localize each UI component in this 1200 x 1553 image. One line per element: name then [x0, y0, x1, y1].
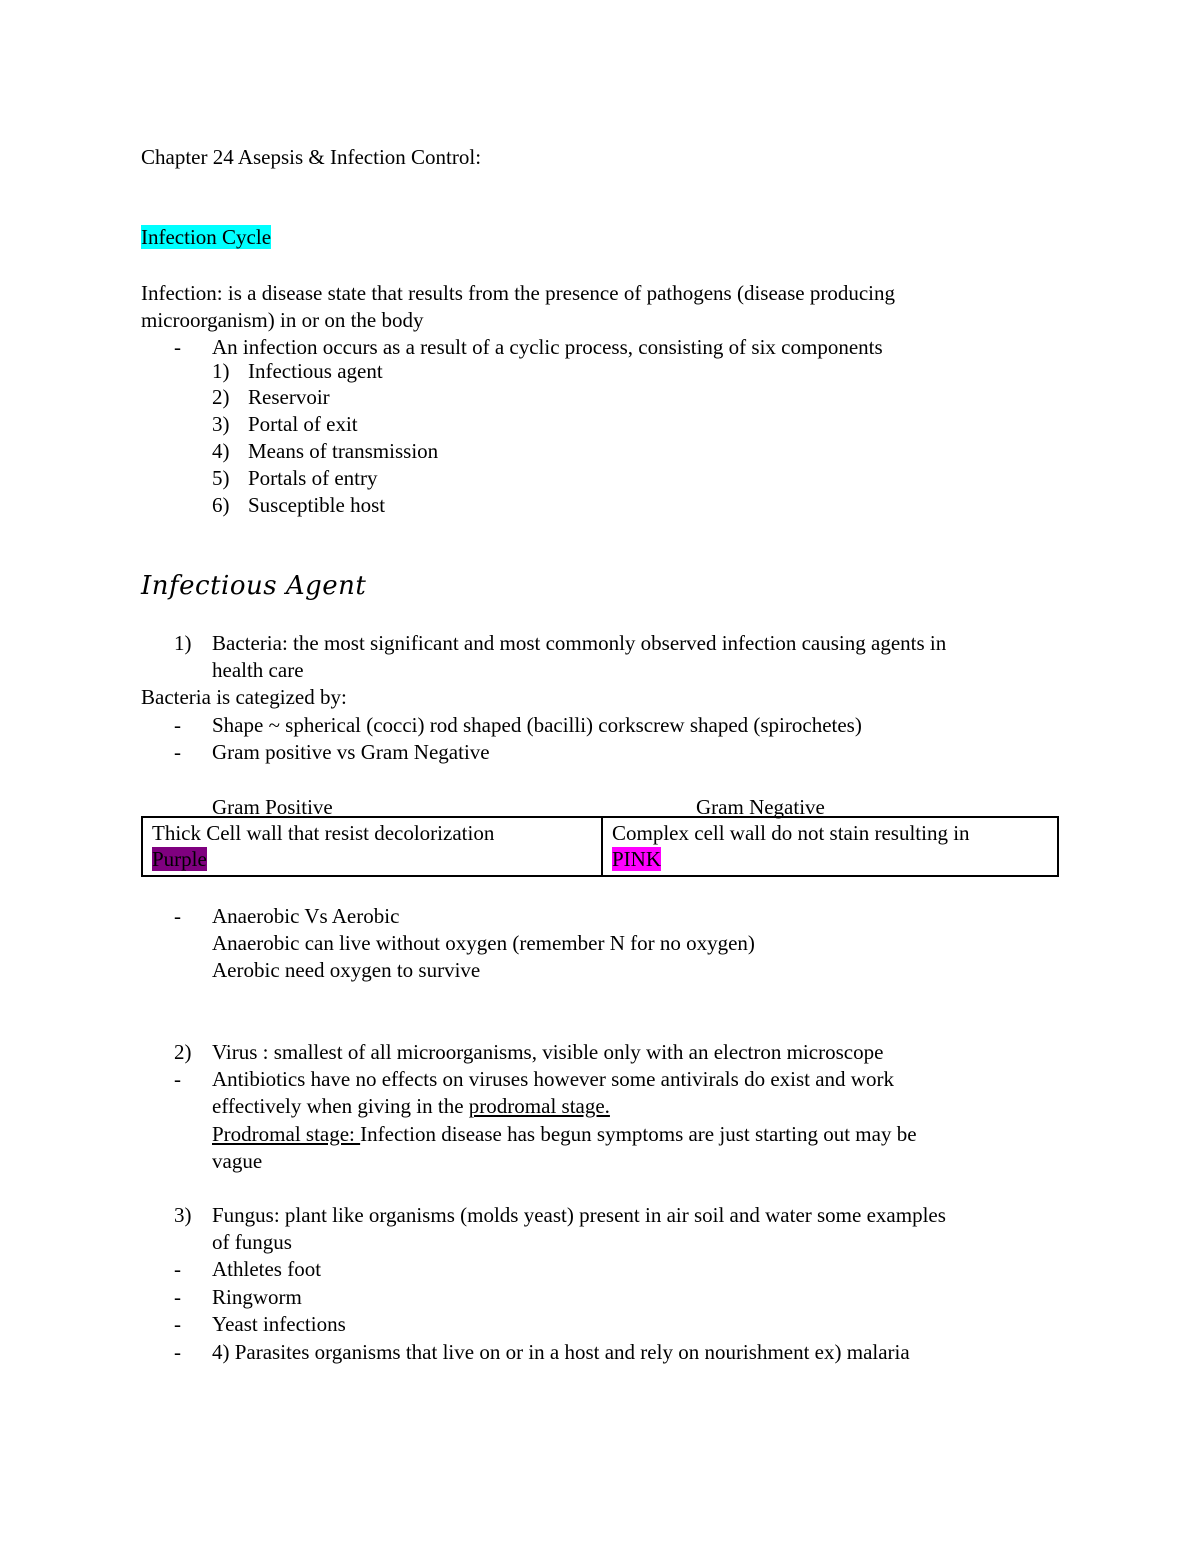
fungus-line: Fungus: plant like organisms (molds yeast) present in air soil and water some examples [212, 1203, 946, 1227]
bullet-dash: - [174, 1312, 181, 1336]
bullet-dash: - [174, 740, 181, 764]
virus-line: Antibiotics have no effects on viruses however some antivirals do exist and work [212, 1067, 894, 1091]
bacteria-categorized: Bacteria is categized by: [141, 685, 347, 709]
virus-line: Virus : smallest of all microorganisms, visible only with an electron microscope [212, 1040, 884, 1064]
bacteria-shape: Shape ~ spherical (cocci) rod shaped (bacilli) corkscrew shaped (spirochetes) [212, 713, 862, 737]
cycle-component: Portal of exit [248, 412, 358, 436]
bullet-dash: - [174, 1067, 181, 1091]
gram-negative-header: Gram Negative [696, 795, 825, 819]
section-heading-infection-cycle [141, 224, 271, 251]
section-heading-infectious-agent: Infectious Agent [141, 571, 367, 601]
parasites-line: 4) Parasites organisms that live on or in a host and rely on nourishment ex) malaria [212, 1340, 910, 1364]
purple-highlight: Purple [152, 847, 207, 871]
virus-line [212, 1093, 610, 1120]
cycle-component: Susceptible host [248, 493, 386, 517]
cycle-component-number: 5) [212, 466, 230, 490]
infection-definition-line: Infection: is a disease state that results from the presence of pathogens (disease producing [141, 281, 896, 305]
bacteria-line: Bacteria: the most significant and most commonly observed infection causing agents in [212, 631, 947, 655]
list-number: 3) [174, 1203, 192, 1227]
cycle-component-number: 2) [212, 385, 230, 409]
fungus-line: of fungus [212, 1230, 292, 1254]
fungus-example: Yeast infections [212, 1312, 346, 1336]
cycle-component-number: 1) [212, 359, 230, 383]
fungus-example: Ringworm [212, 1285, 302, 1309]
cycle-component-number: 4) [212, 439, 230, 463]
cycle-component: Infectious agent [248, 359, 383, 383]
list-number: 2) [174, 1040, 192, 1064]
table-row [142, 817, 1058, 876]
cycle-component-number: 6) [212, 493, 230, 517]
bullet-dash: - [174, 1340, 181, 1364]
document-title: Chapter 24 Asepsis & Infection Control: [141, 145, 482, 169]
bullet-dash: - [174, 713, 181, 737]
cycle-component-number: 3) [212, 412, 230, 436]
infection-definition-line: microorganism) in or on the body [141, 308, 424, 332]
fungus-example: Athletes foot [212, 1257, 322, 1281]
aerobic-line: Aerobic need oxygen to survive [212, 958, 481, 982]
bullet-dash: - [174, 335, 181, 359]
virus-line: vague [212, 1149, 263, 1173]
prodromal-stage-term: prodromal stage. [468, 1094, 610, 1118]
anaerobic-line: Anaerobic can live without oxygen (remember N for no oxygen) [212, 931, 755, 955]
gram-negative-text: Complex cell wall do not stain resulting in [612, 821, 970, 845]
list-number: 1) [174, 631, 192, 655]
bullet-dash: - [174, 1285, 181, 1309]
highlighted-heading: Infection Cycle [141, 225, 272, 249]
virus-line [212, 1121, 917, 1148]
bacteria-line: health care [212, 658, 304, 682]
bullet-dash: - [174, 1257, 181, 1281]
virus-text: effectively when giving in the [212, 1094, 469, 1118]
prodromal-stage-label: Prodromal stage: [212, 1122, 361, 1146]
cycle-component: Means of transmission [248, 439, 439, 463]
gram-negative-cell [602, 817, 1058, 876]
cycle-component: Reservoir [248, 385, 330, 409]
virus-text: Infection disease has begun symptoms are just starting out may be [360, 1122, 917, 1146]
pink-highlight: PINK [612, 847, 662, 871]
aerobic-title: Anaerobic Vs Aerobic [212, 904, 400, 928]
cycle-component: Portals of entry [248, 466, 378, 490]
bullet-dash: - [174, 904, 181, 928]
cycle-bullet-text: An infection occurs as a result of a cyclic process, consisting of six components [212, 335, 883, 359]
gram-positive-cell [142, 817, 602, 876]
gram-positive-header: Gram Positive [212, 795, 333, 819]
gram-positive-text: Thick Cell wall that resist decolorization [152, 821, 495, 845]
bacteria-gram: Gram positive vs Gram Negative [212, 740, 490, 764]
gram-stain-table [141, 816, 1059, 877]
